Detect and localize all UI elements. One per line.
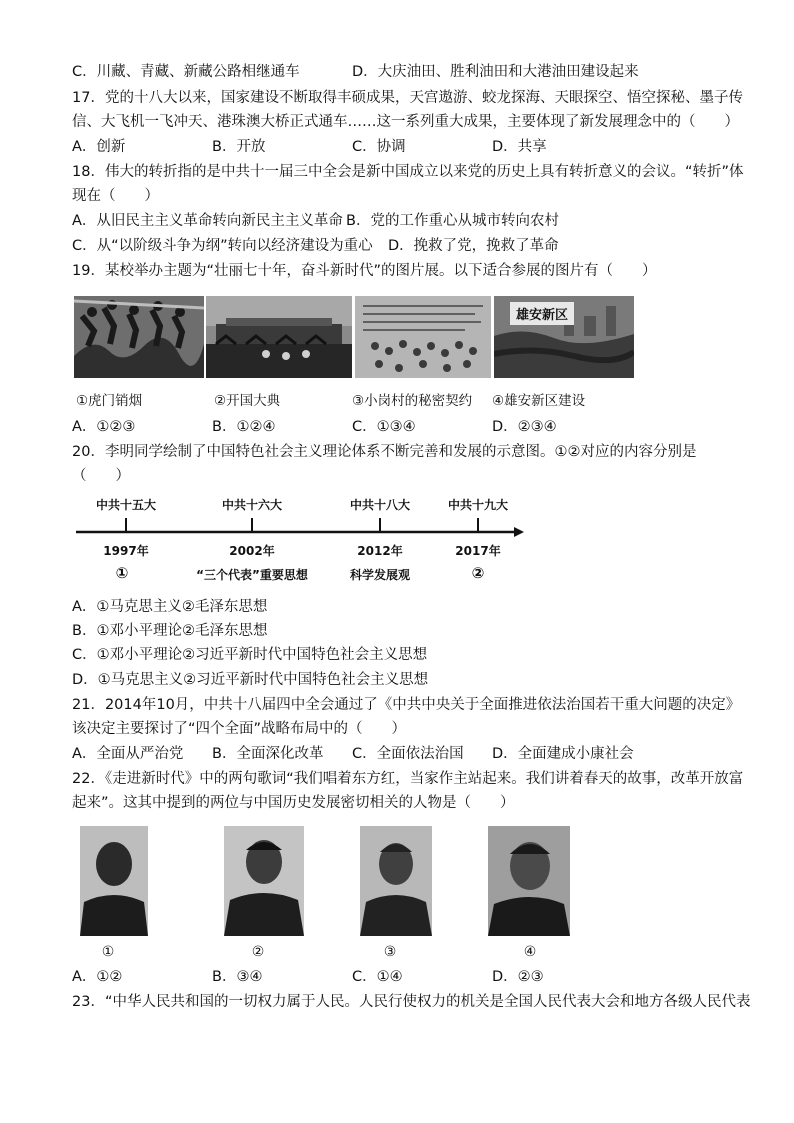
timeline-blank-1: ①	[115, 564, 129, 582]
q22-stem-line2: 起来”。这其中提到的两位与中国历史发展密切相关的人物是（ ）	[72, 795, 515, 811]
q19-caption-4: ④雄安新区建设	[492, 393, 586, 409]
q16-option-d: D．大庆油田、胜利油田和大港油田建设起来	[352, 64, 639, 80]
q22-option-b: B．③④	[212, 969, 263, 985]
q18-option-c: C．从“以阶级斗争为纲”转向以经济建设为重心	[72, 238, 373, 254]
q20-stem-line1: 20．李明同学绘制了中国特色社会主义理论体系不断完善和发展的示意图。①②对应的内容分别是	[72, 444, 697, 460]
q17-option-d: D．共享	[492, 139, 547, 155]
q18-stem-line1: 18．伟大的转折指的是中共十一届三中全会是新中国成立以来党的历史上具有转折意义的会议。“转折”体	[72, 164, 744, 180]
q21-option-d: D．全面建成小康社会	[492, 746, 634, 762]
q18-option-a: A．从旧民主主义革命转向新民主主义革命	[72, 213, 343, 229]
q23-stem-line1: 23．“中华人民共和国的一切权力属于人民。人民行使权力的机关是全国人民代表大会和地方各级人民代表	[72, 994, 751, 1010]
q17-option-c: C．协调	[352, 139, 406, 155]
q19-caption-3: ③小岗村的秘密契约	[352, 393, 473, 409]
q17-option-b: B．开放	[212, 139, 266, 155]
q20-option-b: B．①邓小平理论②毛泽东思想	[72, 623, 268, 639]
timeline-congress-15: 中共十五大	[95, 498, 157, 512]
timeline-congress-16: 中共十六大	[221, 498, 283, 512]
q21-stem-line1: 21．2014年10月，中共十八届四中全会通过了《中共中央关于全面推进依法治国若干重大问题的决定》	[72, 697, 741, 713]
xiongan-overlay-label: 雄安新区	[510, 302, 574, 325]
q22-option-d: D．②③	[492, 969, 544, 985]
q20-option-d: D．①马克思主义②习近平新时代中国特色社会主义思想	[72, 672, 429, 688]
q22-option-a: A．①②	[72, 969, 123, 985]
q20-option-a: A．①马克思主义②毛泽东思想	[72, 599, 268, 615]
q18-stem-line2: 现在（ ）	[72, 188, 159, 204]
q20-option-c: C．①邓小平理论②习近平新时代中国特色社会主义思想	[72, 647, 428, 663]
photo-humen-opium-destruction	[74, 296, 204, 378]
portrait-3	[360, 826, 432, 936]
q16-option-c: C．川藏、青藏、新藏公路相继通车	[72, 64, 300, 80]
photo-xiaogang-secret-contract	[355, 296, 491, 378]
timeline-year-1997: 1997年	[103, 544, 149, 558]
portrait-label-1: ①	[101, 944, 115, 960]
portrait-label-4: ④	[523, 944, 537, 960]
q22-stem-line1: 22．《走进新时代》中的两句歌词“我们唱着东方红，当家作主站起来。我们讲着春天的故事，改革开放富	[72, 771, 744, 787]
timeline-blank-2: ②	[471, 564, 485, 582]
timeline-year-2017: 2017年	[455, 544, 501, 558]
q21-option-b: B．全面深化改革	[212, 746, 324, 762]
timeline-year-2012: 2012年	[357, 544, 403, 558]
q21-option-a: A．全面从严治党	[72, 746, 184, 762]
q17-stem-line2: 信、大飞机一飞冲天、港珠澳大桥正式通车……这一系列重大成果，主要体现了新发展理念中的（ ）	[72, 114, 739, 130]
q20-timeline	[74, 490, 526, 586]
photo-founding-ceremony	[206, 296, 352, 378]
timeline-three-represents: “三个代表”重要思想	[196, 568, 308, 582]
portrait-2	[224, 826, 304, 936]
photo-xiongan-new-area	[494, 296, 634, 378]
portrait-1	[80, 826, 148, 936]
q19-option-c: C．①③④	[352, 419, 416, 435]
q19-option-b: B．①②④	[212, 419, 276, 435]
portrait-label-2: ②	[251, 944, 265, 960]
q19-caption-2: ②开国大典	[214, 393, 281, 409]
timeline-congress-18: 中共十八大	[349, 498, 411, 512]
portrait-label-3: ③	[383, 944, 397, 960]
q19-stem: 19．某校举办主题为“壮丽七十年，奋斗新时代”的图片展。以下适合参展的图片有（ ）	[72, 263, 657, 279]
q21-stem-line2: 该决定主要探讨了“四个全面”战略布局中的（ ）	[72, 721, 407, 737]
timeline-congress-19: 中共十九大	[447, 498, 509, 512]
timeline-scientific-outlook: 科学发展观	[349, 568, 411, 582]
q22-option-c: C．①④	[352, 969, 403, 985]
timeline-year-2002: 2002年	[229, 544, 275, 558]
q18-option-d: D．挽救了党，挽救了革命	[388, 238, 559, 254]
q19-option-a: A．①②③	[72, 419, 136, 435]
q18-option-b: B．党的工作重心从城市转向农村	[346, 213, 559, 229]
portrait-4	[488, 826, 570, 936]
q21-option-c: C．全面依法治国	[352, 746, 464, 762]
q17-stem-line1: 17．党的十八大以来，国家建设不断取得丰硕成果，天宫遨游、蛟龙探海、天眼探空、悟空探秘、墨子传	[72, 90, 743, 106]
q19-caption-1: ①虎门销烟	[76, 393, 143, 409]
q19-option-d: D．②③④	[492, 419, 557, 435]
q20-stem-line2: （ ）	[72, 468, 130, 484]
q17-option-a: A．创新	[72, 139, 126, 155]
